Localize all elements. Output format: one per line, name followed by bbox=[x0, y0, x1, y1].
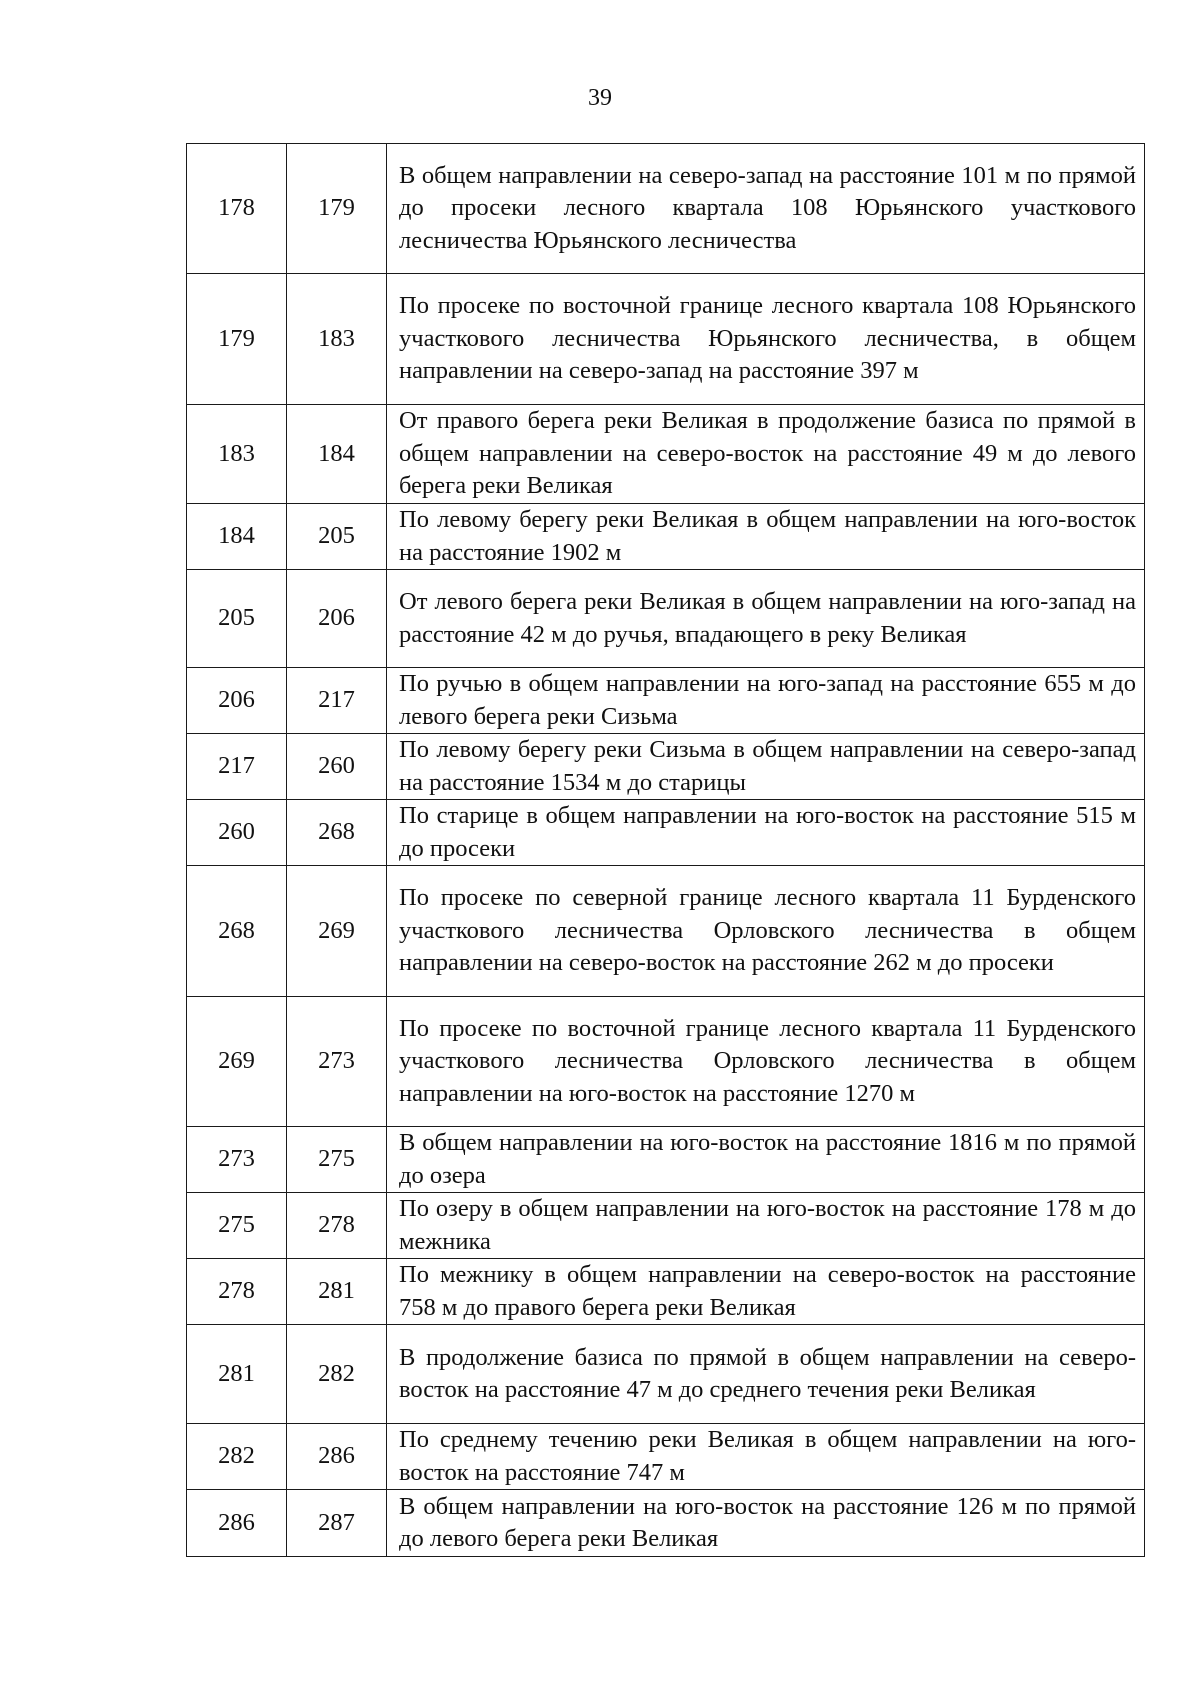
from-point-cell: 178 bbox=[187, 144, 287, 274]
to-point-cell: 179 bbox=[287, 144, 387, 274]
boundary-description-cell: По озеру в общем направлении на юго-восток на расстояние 178 м до межника bbox=[387, 1193, 1145, 1259]
to-point-cell: 287 bbox=[287, 1490, 387, 1557]
to-point-cell: 268 bbox=[287, 800, 387, 866]
table-row bbox=[187, 997, 1145, 1127]
to-point-cell: 206 bbox=[287, 570, 387, 668]
from-point-cell: 260 bbox=[187, 800, 287, 866]
from-point-cell: 273 bbox=[187, 1127, 287, 1193]
boundary-description-cell: По ручью в общем направлении на юго-запад на расстояние 655 м до левого берега реки Сизьма bbox=[387, 668, 1145, 734]
from-point-cell: 184 bbox=[187, 504, 287, 570]
table-row bbox=[187, 570, 1145, 668]
to-point-cell: 205 bbox=[287, 504, 387, 570]
boundary-description-cell: По просеке по восточной границе лесного квартала 11 Бурденского участкового лесничества Орловского лесничества в общем направлении на юго-восток на расстояние 1270 м bbox=[387, 997, 1145, 1127]
boundary-description-cell: В общем направлении на юго-восток на расстояние 1816 м по прямой до озера bbox=[387, 1127, 1145, 1193]
from-point-cell: 282 bbox=[187, 1424, 287, 1490]
page-number: 39 bbox=[588, 85, 612, 111]
to-point-cell: 286 bbox=[287, 1424, 387, 1490]
to-point-cell: 278 bbox=[287, 1193, 387, 1259]
boundary-description-cell: По межнику в общем направлении на северо-восток на расстояние 758 м до правого берега реки Великая bbox=[387, 1259, 1145, 1325]
to-point-cell: 260 bbox=[287, 734, 387, 800]
to-point-cell: 273 bbox=[287, 997, 387, 1127]
table-row bbox=[187, 668, 1145, 734]
from-point-cell: 278 bbox=[187, 1259, 287, 1325]
boundary-description-cell: В общем направлении на юго-восток на расстояние 126 м по прямой до левого берега реки Великая bbox=[387, 1490, 1145, 1557]
to-point-cell: 217 bbox=[287, 668, 387, 734]
boundary-description-cell: По старице в общем направлении на юго-восток на расстояние 515 м до просеки bbox=[387, 800, 1145, 866]
boundary-description-cell: По просеке по северной границе лесного квартала 11 Бурденского участкового лесничества Орловского лесничества в общем направлении на северо-восток на расстояние 262 м до просеки bbox=[387, 866, 1145, 997]
to-point-cell: 269 bbox=[287, 866, 387, 997]
from-point-cell: 269 bbox=[187, 997, 287, 1127]
table-row bbox=[187, 1424, 1145, 1490]
from-point-cell: 268 bbox=[187, 866, 287, 997]
boundary-description-cell: По левому берегу реки Великая в общем направлении на юго-восток на расстояние 1902 м bbox=[387, 504, 1145, 570]
table-row bbox=[187, 1325, 1145, 1424]
to-point-cell: 282 bbox=[287, 1325, 387, 1424]
to-point-cell: 184 bbox=[287, 405, 387, 504]
table-row bbox=[187, 866, 1145, 997]
table-row bbox=[187, 1490, 1145, 1557]
table-row bbox=[187, 1193, 1145, 1259]
table-row bbox=[187, 144, 1145, 274]
boundary-description-table bbox=[186, 143, 1145, 1557]
from-point-cell: 217 bbox=[187, 734, 287, 800]
boundary-description-cell: В общем направлении на северо-запад на расстояние 101 м по прямой до просеки лесного квартала 108 Юрьянского участкового лесничества Юрьянского лесничества bbox=[387, 144, 1145, 274]
boundary-description-cell: По левому берегу реки Сизьма в общем направлении на северо-запад на расстояние 1534 м до старицы bbox=[387, 734, 1145, 800]
boundary-description-cell: От правого берега реки Великая в продолжение базиса по прямой в общем направлении на северо-восток на расстояние 49 м до левого берега реки Великая bbox=[387, 405, 1145, 504]
table-row bbox=[187, 800, 1145, 866]
boundary-description-cell: По просеке по восточной границе лесного квартала 108 Юрьянского участкового лесничества Юрьянского лесничества, в общем направлении на северо-запад на расстояние 397 м bbox=[387, 274, 1145, 405]
table-row bbox=[187, 504, 1145, 570]
from-point-cell: 286 bbox=[187, 1490, 287, 1557]
from-point-cell: 183 bbox=[187, 405, 287, 504]
to-point-cell: 281 bbox=[287, 1259, 387, 1325]
table-row bbox=[187, 274, 1145, 405]
boundary-description-cell: От левого берега реки Великая в общем направлении на юго-запад на расстояние 42 м до ручья, впадающего в реку Великая bbox=[387, 570, 1145, 668]
table-row bbox=[187, 405, 1145, 504]
to-point-cell: 275 bbox=[287, 1127, 387, 1193]
boundary-description-cell: В продолжение базиса по прямой в общем направлении на северо-восток на расстояние 47 м до среднего течения реки Великая bbox=[387, 1325, 1145, 1424]
to-point-cell: 183 bbox=[287, 274, 387, 405]
table-row bbox=[187, 1127, 1145, 1193]
from-point-cell: 281 bbox=[187, 1325, 287, 1424]
from-point-cell: 206 bbox=[187, 668, 287, 734]
table-row bbox=[187, 734, 1145, 800]
from-point-cell: 275 bbox=[187, 1193, 287, 1259]
from-point-cell: 179 bbox=[187, 274, 287, 405]
from-point-cell: 205 bbox=[187, 570, 287, 668]
table-row bbox=[187, 1259, 1145, 1325]
boundary-description-cell: По среднему течению реки Великая в общем направлении на юго-восток на расстояние 747 м bbox=[387, 1424, 1145, 1490]
